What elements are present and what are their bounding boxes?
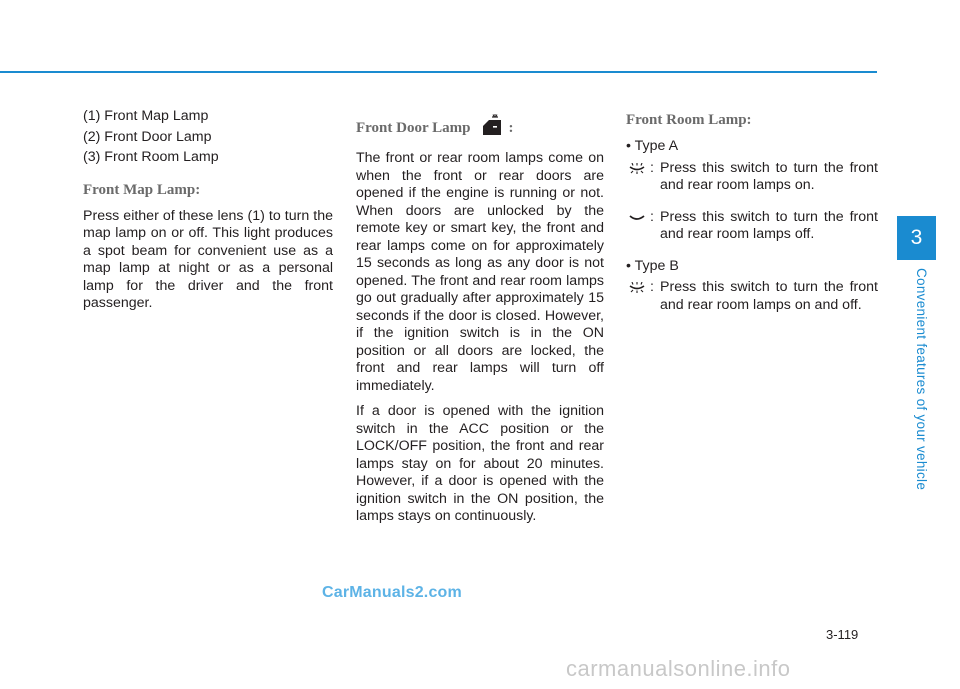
list-item [626, 160, 878, 195]
lamp-on-icon [626, 160, 650, 178]
lamp-on-off-icon [626, 279, 650, 297]
watermark-carmanualsonline: carmanualsonline.info [566, 656, 791, 681]
section-heading [356, 114, 604, 141]
page-number: 3-119 [826, 627, 859, 642]
chapter-number: 3 [910, 226, 923, 249]
heading-text: Front Door Lamp [356, 120, 471, 136]
section-heading: Front Map Lamp: [83, 181, 201, 198]
section-heading: Front Room Lamp: [626, 112, 752, 128]
list-item: (1) Front Map Lamp [83, 108, 209, 124]
description: Press this switch to turn the front and rear room lamps off. [660, 208, 878, 242]
paragraph: The front or rear room lamps come on when the front or rear doors are opened if the engine is running or not. When doors are unlocked by the remote key or smart key, the front and rear lamps come on for approximately 15 seconds as long as any door is not opened. The front and rear room lamps go out gradually after approximately 15 seconds if the door is closed. However, if the ignition switch is in the ON position or all doors are locked, the front and rear lamps will turn off immediately. [356, 150, 604, 394]
description: Press this switch to turn the front and rear room lamps on. [660, 159, 878, 193]
door-lamp-icon [480, 114, 504, 141]
colon: : [650, 279, 654, 295]
column-front-door-lamp [356, 108, 604, 534]
list-item: (3) Front Room Lamp [83, 149, 219, 165]
colon: : [650, 208, 654, 225]
lamp-off-icon [626, 209, 650, 227]
watermark-carmanuals2: CarManuals2.com [322, 584, 462, 601]
description: Press this switch to turn the front and rear room lamps on and off. [660, 279, 878, 313]
paragraph: Press either of these lens (1) to turn the map lamp on or off. This light produces a spot beam for convenient use as a map lamp at night or as a personal lamp for the driver and the front passenger. [83, 207, 333, 311]
column-front-room-lamp [626, 108, 878, 328]
list-item [626, 279, 878, 314]
column-front-map-lamp [83, 108, 333, 321]
type-a-label: • Type A [626, 138, 679, 154]
colon: : [650, 159, 654, 176]
paragraph: If a door is opened with the ignition switch in the ACC position or the LOCK/OFF position, the front and rear lamps stay on for about 20 minutes. However, if a door is opened with the ignition switch in the ON position, the lamps stays on continuously. [356, 403, 604, 524]
type-b-label: • Type B [626, 257, 679, 274]
heading-colon: : [508, 120, 514, 136]
top-rule [0, 71, 877, 73]
list-item: (2) Front Door Lamp [83, 128, 212, 145]
chapter-tab [897, 216, 936, 260]
list-item [626, 209, 878, 244]
chapter-title: Convenient features of your vehicle [914, 268, 929, 491]
